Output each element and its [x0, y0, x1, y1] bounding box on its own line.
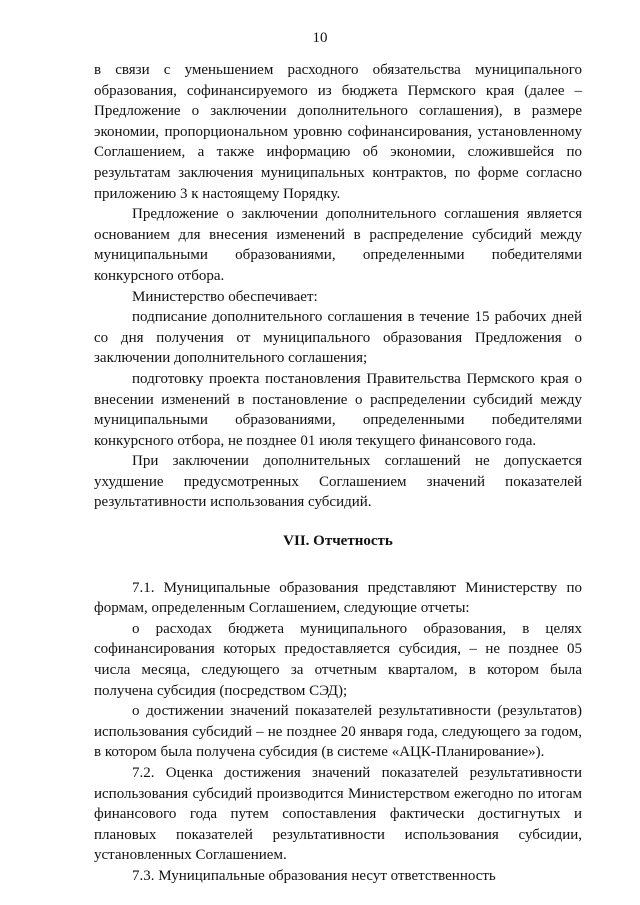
paragraph: о расходах бюджета муниципального образования, в целях софинансирования которых предоставляется субсидия, – не позднее 05 числа месяца, следующего за отчетным кварталом, в котором была получена субсидия (посредством СЭД);: [94, 620, 582, 699]
paragraph: Министерство обеспечивает:: [132, 288, 318, 305]
paragraph: 7.1. Муниципальные образования представляют Министерству по формам, определенным Соглашением, следующие отчеты:: [94, 579, 582, 617]
paragraph: При заключении дополнительных соглашений не допускается ухудшение предусмотренных Соглашением значений показателей результативности использования субсидий.: [94, 453, 582, 511]
document-body: [94, 60, 582, 887]
paragraph: подготовку проекта постановления Правительства Пермского края о внесении изменений в постановление о распределении субсидий между муниципальными образованиями, определенными победителями конкурсного отбора, не позднее 01 июля текущего финансового года.: [94, 370, 582, 449]
section-heading: VII. Отчетность: [283, 533, 393, 550]
page-number: 10: [312, 30, 328, 46]
paragraph: 7.3. Муниципальные образования несут ответственность: [132, 867, 496, 884]
paragraph: о достижении значений показателей результативности (результатов) использования субсидий – не позднее 20 января года, следующего за годом, в котором была получена субсидия (в системе «АЦК-Планирование»).: [94, 703, 582, 761]
paragraph: подписание дополнительного соглашения в течение 15 рабочих дней со дня получения от муниципального образования Предложения о заключении дополнительного соглашения;: [94, 309, 582, 367]
paragraph: в связи с уменьшением расходного обязательства муниципального образования, софинансируемого из бюджета Пермского края (далее – Предложение о заключении дополнительного соглашения), в размере экономии, пропорциональном уровню софинансирования, установленному Соглашением, а также информацию об экономии, сложившейся по результатам заключения муниципальных контрактов, по форме согласно приложению 3 к настоящему Порядку.: [94, 62, 582, 202]
paragraph: Предложение о заключении дополнительного соглашения является основанием для внесения изменений в распределение субсидий между муниципальными образованиями, определенными победителями конкурсного отбора.: [94, 206, 582, 284]
paragraph: 7.2. Оценка достижения значений показателей результативности использования субсидий производится Министерством ежегодно по итогам финансового года путем сопоставления фактически достигнутых и плановых показателей результативности использования субсидии, установленных Соглашением.: [94, 765, 582, 864]
